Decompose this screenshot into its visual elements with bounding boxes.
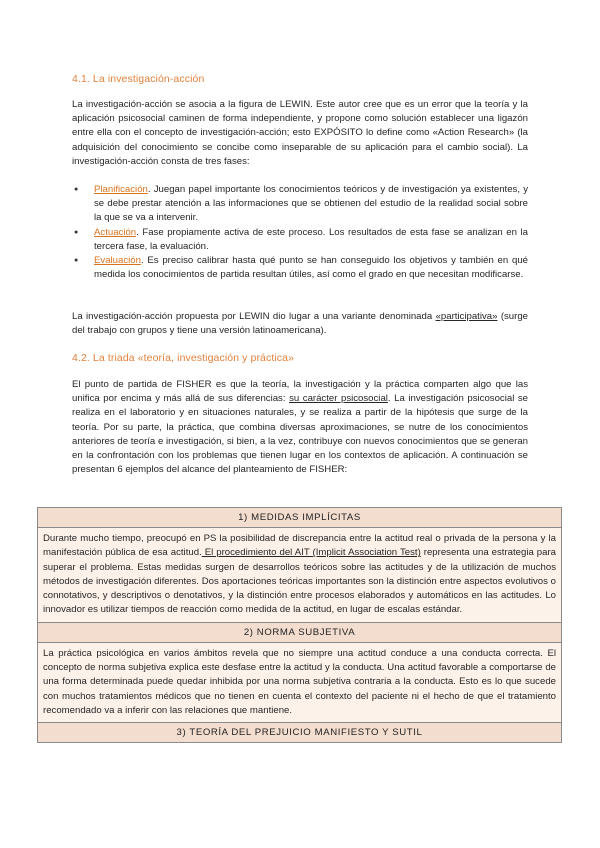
list-item-evaluacion — [72, 254, 528, 282]
text: . La investigación psicosocial se realiza en el laboratorio y en situaciones naturales, y se realiza a partir de la hipótesis que surge de la teoría. Por su parte, la práctica, que combina diversas aproximaciones, se nutre de los conocimientos anteriores de teoría e investigación, si bien, a la vez, contribuye con nuevos conocimientos que se generan en la confrontación con los problemas que tienen lugar en los contextos de aplicación. A continuación se presentan 6 ejemplos del alcance del planteamiento de FISHER: — [72, 393, 529, 476]
table-row-header-3: 3) TEORÍA DEL PREJUICIO MANIFIESTO Y SUTIL — [38, 723, 561, 742]
term-actuacion[interactable]: Actuación — [94, 226, 137, 238]
text: La práctica psicológica en varios ámbitos revela que no siempre una actitud conduce a una conducta correcta. El concepto de norma subjetiva explica este desfase entre la actitud y la conducta. Una actitud favorable a comportarse de una forma determinada puede quedar inhibida por una norma subjetiva contraria a la conducta. Esto es lo que sucede con muchos tratamientos médicos que no tienen en cuenta el contexto del paciente ni el hecho de que el tratamiento recomendado va a inferir con las relaciones que mantiene. — [43, 647, 556, 716]
table-row-body-2 — [38, 643, 561, 723]
table-row-header-1: 1) MEDIDAS IMPLÍCITAS — [38, 508, 561, 528]
term-planificacion[interactable]: Planificación — [94, 184, 148, 195]
table-row-header-2: 2) NORMA SUBJETIVA — [38, 623, 561, 643]
term-caracter-psicosocial: su carácter psicosocial — [289, 393, 388, 405]
phases-list — [72, 183, 528, 282]
phase-text: . Juegan papel importante los conocimientos teóricos y de investigación ya existentes, y se debe prestar atención a las informaciones que se obtienen del estudio de la realidad social sobre la que se va a intervenir. — [94, 184, 528, 224]
list-item-actuacion — [72, 226, 528, 254]
section-heading-investigacion-accion: 4.1. La investigación-acción — [72, 73, 205, 85]
list-item-planificacion — [72, 183, 528, 226]
text: La investigación-acción propuesta por LEWIN dio lugar a una variante denominada — [72, 311, 436, 322]
section-heading-triada: 4.2. La triada «teoría, investigación y práctica» — [72, 352, 295, 364]
text: Durante mucho tiempo, preocupó en PS la posibilidad de discrepancia entre la actitud real o privada de la persona y la manifestación pública de esa actitud. — [43, 533, 556, 559]
text: (surge del trabajo con grupos y tiene una versión latinoamericana). — [72, 311, 529, 337]
paragraph-participativa — [72, 310, 528, 338]
phase-text: . Es preciso calibrar hasta qué punto se han conseguido los objetivos y también en qué medida los conocimientos de partida resultan útiles, así como el grado en que necesitan modificarse. — [94, 255, 528, 281]
term-participativa: «participativa» — [435, 311, 498, 322]
phase-text: . Fase propiamente activa de este proceso. Los resultados de esta fase se analizan en la tercera fase, la evaluación. — [94, 226, 528, 252]
paragraph-lewin: La investigación-acción se asocia a la figura de LEWIN. Este autor cree que es un error que la teoría y la aplicación psicosocial caminen de forma independiente, y propone como solución establecer una ligazón entre ella con el concepto de investigación-acción; esto EXPÓSITO lo define como «Action Research» (la adquisición del conocimiento se concibe como inseparable de su aplicación para el cambio social). La investigación-acción consta de tres fases: — [72, 99, 528, 167]
text: El punto de partida de FISHER es que la teoría, la investigación y la práctica comparten algo que las unifica por encima y más allá de sus diferencias: — [72, 379, 528, 405]
paragraph-fisher — [72, 378, 528, 477]
examples-table — [37, 507, 562, 743]
term-evaluacion[interactable]: Evaluación — [94, 255, 141, 267]
text: representa una estrategia para superar el problema. Estas medidas surgen de desarrollos teóricos sobre las actitudes y de la utilización de muchos métodos de investigación diferentes. Dos aportaciones teóricas importantes son la distinción entre aspectos evolutivos o connotativos, y descriptivos o denotativos, y la distinción entre procesos elaborados y automáticos en las actitudes. Lo innovador es utilizar tiempos de reacción como medida de la actitud, en lugar de escalas estándar. — [43, 547, 556, 616]
table-row-body-1 — [38, 528, 561, 623]
term-ait: El procedimiento del AIT (Implicit Association Test) — [201, 547, 421, 559]
